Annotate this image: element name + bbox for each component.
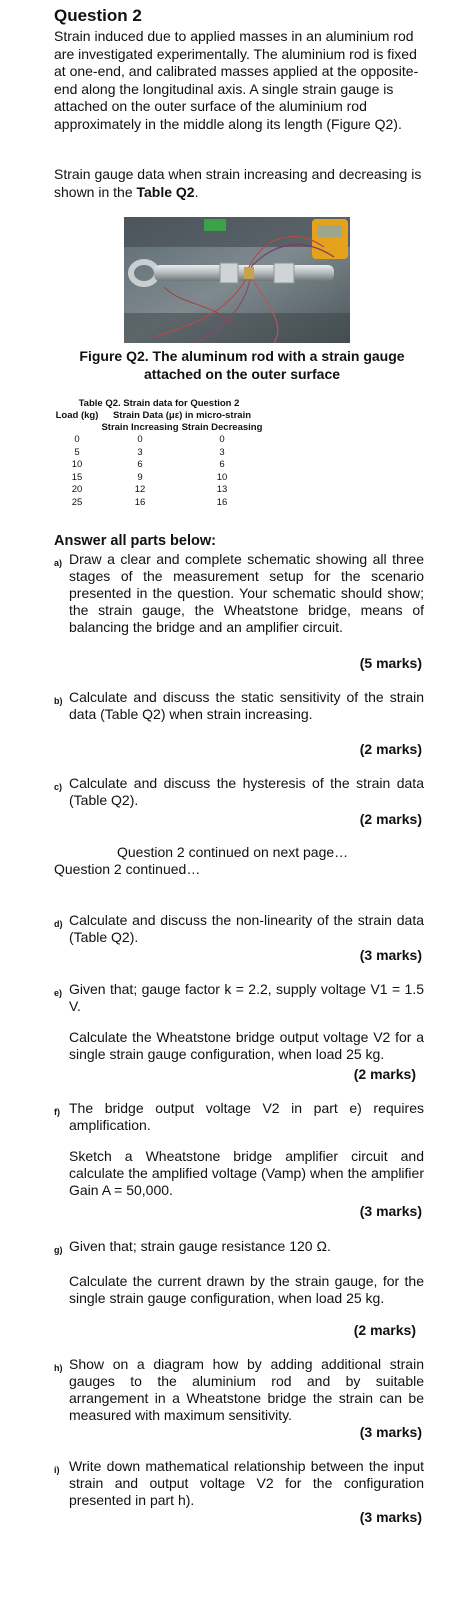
part-a: a) Draw a clear and complete schematic showing all three stages of the measurement setup for the scenario presented in the question. Your schematic should show; the strain gauge, the Wheatstone bridge, means of balancing the bridge and an amplifier circuit. xyxy=(54,551,424,635)
answer-heading: Answer all parts below: xyxy=(54,533,216,549)
figure-caption: Figure Q2. The aluminum rod with a strain gauge attached on the outer surface xyxy=(79,348,405,382)
table-row: 0 0 0 xyxy=(74,434,225,445)
table-header-decreasing: Strain Decreasing xyxy=(181,422,263,433)
green-clip xyxy=(204,219,226,231)
table-row: 15 9 10 xyxy=(71,471,228,483)
question-intro-table-ref: Strain gauge data when strain increasing and decreasing is shown in the Table Q2. xyxy=(54,166,422,200)
part-e-marks: (2 marks) xyxy=(353,1066,416,1082)
table-header-increasing: Strain Increasing xyxy=(101,422,179,433)
part-f-marks: (3 marks) xyxy=(359,1203,422,1219)
table-header-strain: Strain Data (με) in micro-strain xyxy=(112,410,252,421)
table-title: Table Q2. Strain data for Question 2 xyxy=(78,398,240,409)
part-f: f) The bridge output voltage V2 in part e) requires amplification. Sketch a Wheatstone bridge amplifier circuit and calculate the amplified voltage (Vamp) when the amplifier Gain A = 50,000. xyxy=(54,1100,424,1198)
continued-label: Question 2 continued… xyxy=(54,861,201,877)
part-b: b) Calculate and discuss the static sensitivity of the strain data (Table Q2) when strain increasing. xyxy=(54,689,424,722)
part-d: d) Calculate and discuss the non-linearity of the strain data (Table Q2). xyxy=(54,912,424,945)
part-g-marks: (2 marks) xyxy=(353,1322,416,1338)
table-header-load: Load (kg) xyxy=(55,410,99,421)
table-row: 20 12 13 xyxy=(71,484,228,495)
part-c: c) Calculate and discuss the hysteresis of the strain data (Table Q2). xyxy=(54,775,424,808)
table-row: 10 6 6 xyxy=(71,459,225,470)
part-g: g) Given that; strain gauge resistance 120 Ω. Calculate the current drawn by the strain gauge, for the single strain gauge configuration, when load 25 kg. xyxy=(54,1238,424,1306)
part-e: e) Given that; gauge factor k = 2.2, supply voltage V1 = 1.5 V. Calculate the Wheatstone bridge output voltage V2 for a single strain gauge configuration, when load 25 kg. xyxy=(54,981,424,1062)
part-c-marks: (2 marks) xyxy=(359,811,422,827)
question-intro: Strain induced due to applied masses in an aluminium rod are investigated experimentally. The aluminium rod is fixed at one-end, and calibrated masses applied at the opposite-end along the longitudinal axis. A single strain gauge is attached on the outer surface of the aluminium rod approximately in the middle along its length (Figure Q2). xyxy=(54,28,419,132)
part-i: i) Write down mathematical relationship between the input strain and output voltage V2 for the configuration presented in part h). xyxy=(54,1458,424,1508)
question-title: Question 2 xyxy=(54,6,142,25)
part-a-marks: (5 marks) xyxy=(359,655,422,671)
part-h: h) Show on a diagram how by adding additional strain gauges to the aluminium rod and by suitable arrangement in a Wheatstone bridge the strain can be measured with maximum sensitivity. xyxy=(54,1356,424,1423)
part-b-marks: (2 marks) xyxy=(359,741,422,757)
table-row: 25 16 16 xyxy=(71,496,228,508)
table-row: 5 3 3 xyxy=(74,446,225,458)
figure-q2-photo xyxy=(124,217,350,343)
strain-gauge xyxy=(244,267,254,279)
continued-next-page: Question 2 continued on next page… xyxy=(117,844,349,860)
part-h-marks: (3 marks) xyxy=(359,1424,422,1440)
strain-data-table xyxy=(54,410,264,509)
part-i-marks: (3 marks) xyxy=(359,1509,422,1525)
part-d-marks: (3 marks) xyxy=(359,947,422,963)
